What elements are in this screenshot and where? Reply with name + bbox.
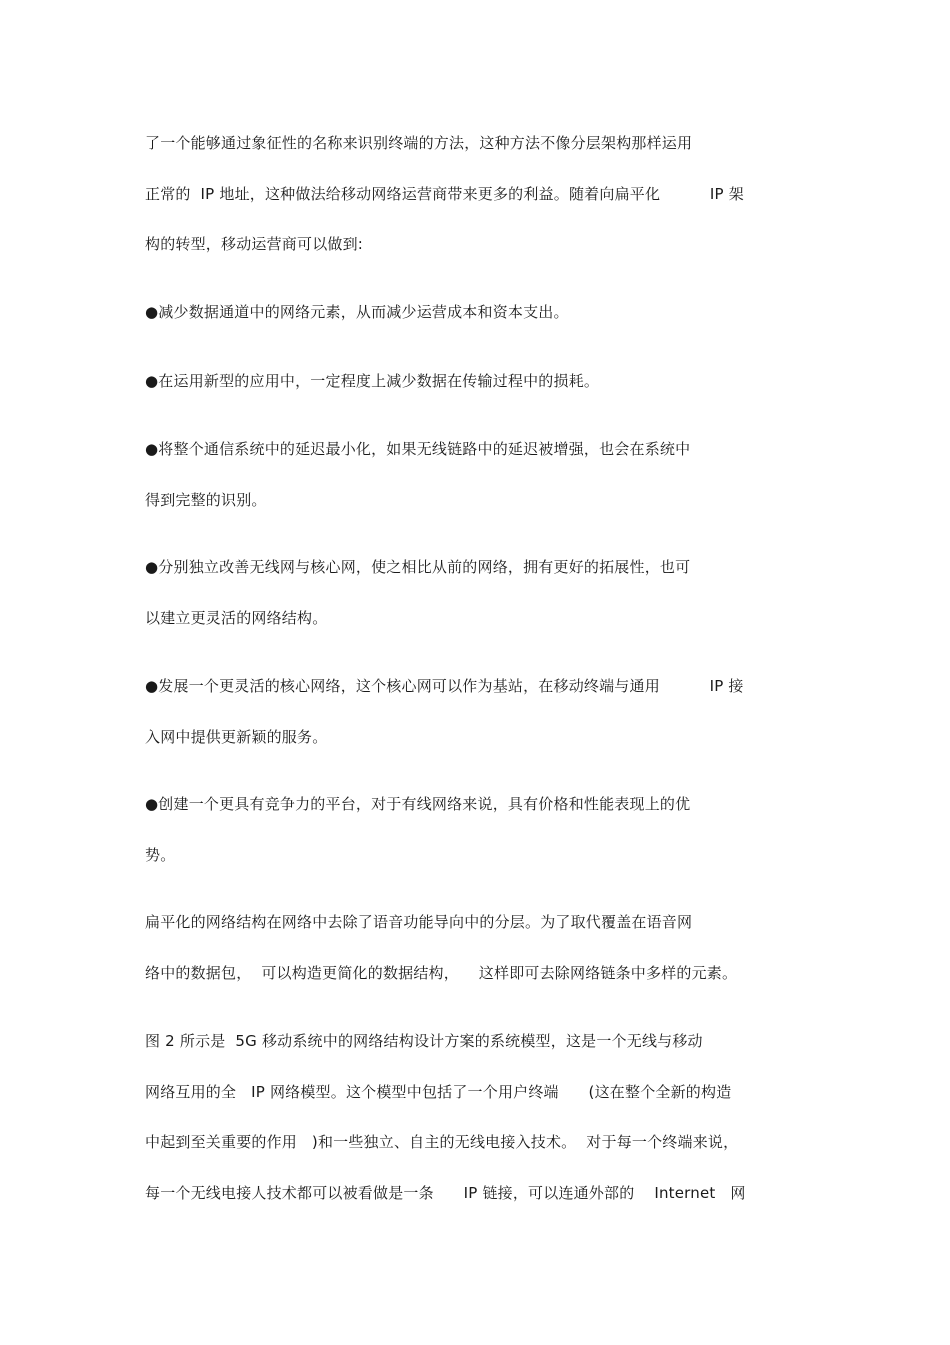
text-line: 构的转型，移动运营商可以做到: [145,235,364,253]
paragraph-line: 图 2 所示是 5G 移动系统中的网络结构设计方案的系统模型，这是一个无线与移动 [145,1032,703,1050]
text-line: 得到完整的识别。 [145,491,267,509]
bullet-item: ●创建一个更具有竞争力的平台，对于有线网络来说，具有价格和性能表现上的优 [145,795,691,813]
bullet-item: ●分别独立改善无线网与核心网，使之相比从前的网络，拥有更好的拓展性，也可 [145,558,691,576]
paragraph-line: 网络互用的全 IP 网络模型。这个模型中包括了一个用户终端 (这在整个全新的构造 [145,1083,732,1101]
text-line: 势。 [145,846,176,864]
bullet-item: ●发展一个更灵活的核心网络，这个核心网可以作为基站，在移动终端与通用 IP 接 [145,677,744,695]
bullet-item: ●在运用新型的应用中，一定程度上减少数据在传输过程中的损耗。 [145,372,600,390]
paragraph-line: 每一个无线电接人技术都可以被看做是一条 IP 链接，可以连通外部的 Internet 网 [145,1184,746,1202]
paragraph-line: 络中的数据包， 可以构造更简化的数据结构， 这样即可去除网络链条中多样的元素。 [145,964,738,982]
bullet-item: ●将整个通信系统中的延迟最小化，如果无线链路中的延迟被增强，也会在系统中 [145,440,691,458]
text-line: 了一个能够通过象征性的名称来识别终端的方法，这种方法不像分层架构那样运用 [145,134,693,152]
paragraph-line: 扁平化的网络结构在网络中去除了语音功能导向中的分层。为了取代覆盖在语音网 [145,913,693,931]
paragraph-line: 中起到至关重要的作用 )和一些独立、自主的无线电接入技术。 对于每一个终端来说， [145,1133,739,1151]
bullet-item: ●减少数据通道中的网络元素，从而减少运营成本和资本支出。 [145,303,569,321]
text-line: 以建立更灵活的网络结构。 [145,609,328,627]
text-line: 入网中提供更新颖的服务。 [145,728,328,746]
text-line: 正常的 IP 地址，这种做法给移动网络运营商带来更多的利益。随着向扁平化 IP 架 [145,185,744,203]
